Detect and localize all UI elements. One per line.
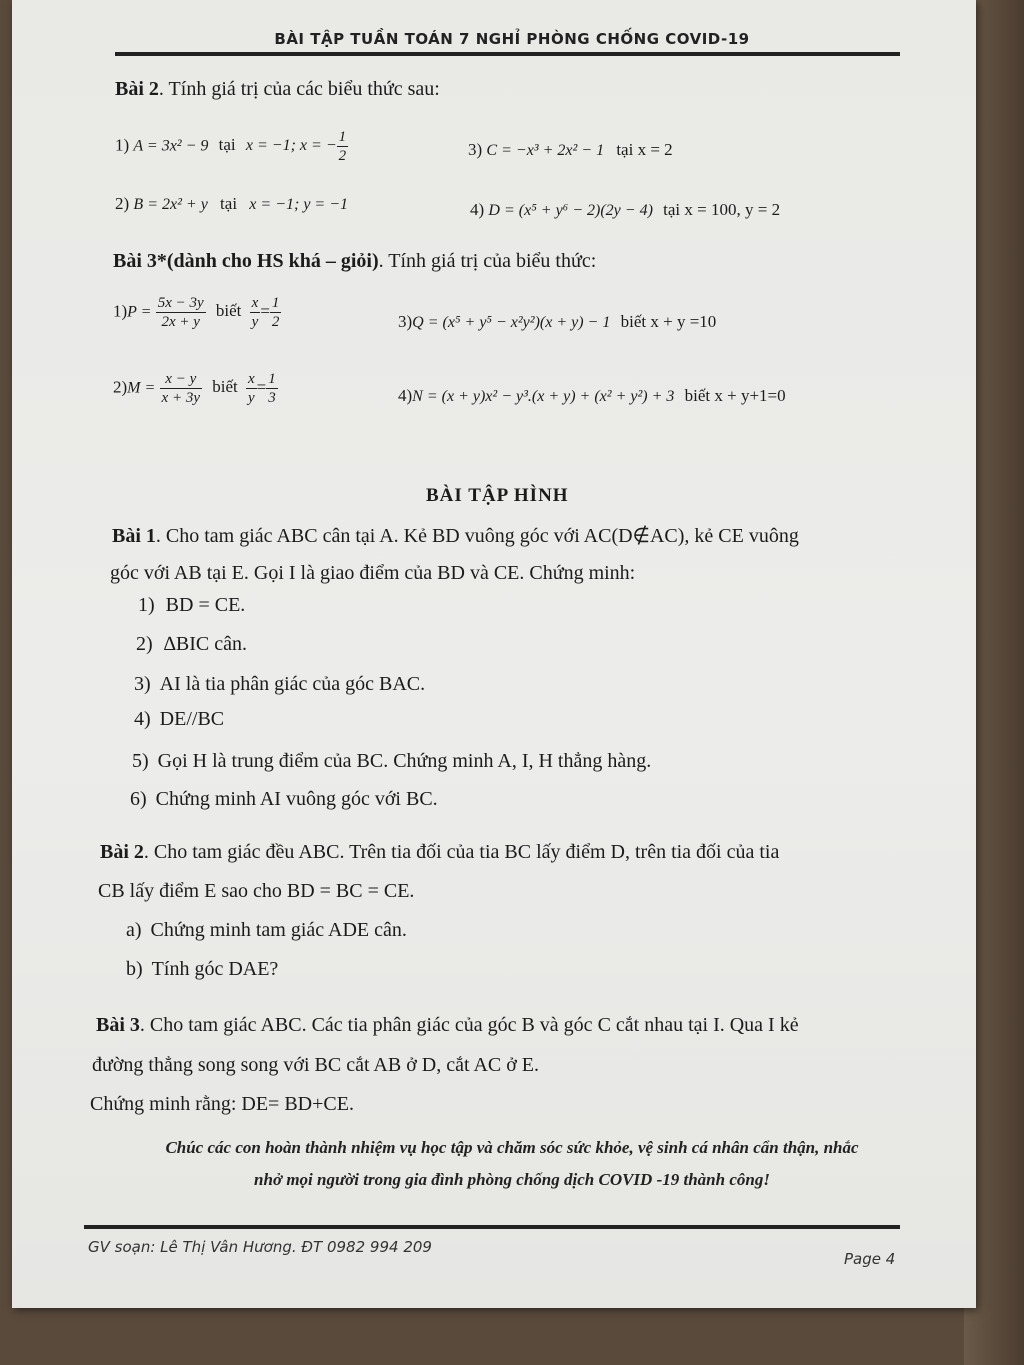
bai3-item-3: 3)Q = (x⁵ + y⁵ − x²y²)(x + y) − 1 biết x + y =10 [398,312,717,331]
bai3-title: Bài 3*(dành cho HS khá – giỏi) [113,250,379,272]
closing-line-2: nhở mọi người trong gia đình phòng chống dịch COVID -19 thành công! [254,1170,770,1189]
geo-bai2-line1: Bài 2. Cho tam giác đều ABC. Trên tia đối của tia BC lấy điểm D, trên tia đối của tia [100,841,780,863]
geometry-section-title: BÀI TẬP HÌNH [426,485,569,506]
bai3-prompt: . Tính giá trị của biểu thức: [378,250,597,272]
bai3-item-4: 4)N = (x + y)x² − y³.(x + y) + (x² + y²) + 3 biết x + y+1=0 [398,386,786,405]
geo-bai3-line2: đường thẳng song song với BC cắt AB ở D, cắt AC ở E. [92,1054,540,1076]
geo-bai1-item-1: 1) BD = CE. [138,594,246,616]
bai3-heading [113,250,596,273]
geo-bai1-item-3: 3) AI là tia phân giác của góc BAC. [134,673,426,695]
geo-bai1-line1: Bài 1. Cho tam giác ABC cân tại A. Kẻ BD vuông góc với AC(D∉AC), kẻ CE vuông [112,525,799,547]
geo-bai1-item-5: 5) Gọi H là trung điểm của BC. Chứng minh A, I, H thẳng hàng. [132,750,652,772]
footer-author: GV soạn: Lê Thị Vân Hương. ĐT 0982 994 209 [88,1238,432,1256]
header-rule [115,52,900,56]
bai2-item-1: 1) A = 3x² − 9 tại x = −1; x = − $\frac{1}{2}$ [115,129,347,164]
fraction: $\frac{1}{2}$ [338,129,347,164]
bai2-item-4: 4) D = (x⁵ + y⁶ − 2)(2y − 4) tại x = 100, y = 2 [470,200,781,219]
geo-bai3-line3: Chứng minh rằng: DE= BD+CE. [90,1093,354,1115]
geo-bai1-item-4: 4) DE//BC [134,708,225,730]
geo-bai2-line2: CB lấy điểm E sao cho BD = BC = CE. [98,880,415,902]
header-title: BÀI TẬP TUẦN TOÁN 7 NGHỈ PHÒNG CHỐNG COVID-19 [274,30,750,48]
bai2-item-3: 3) C = −x³ + 2x² − 1 tại x = 2 [468,140,673,159]
closing-line-1: Chúc các con hoàn thành nhiệm vụ học tập và chăm sóc sức khỏe, vệ sinh cá nhân cẩn thận, nhắc [165,1138,859,1157]
footer-rule [84,1225,900,1229]
geo-bai1-line2: góc với AB tại E. Gọi I là giao điểm của BD và CE. Chứng minh: [110,562,636,584]
geo-bai1-item-2: 2) ∆BIC cân. [136,633,248,655]
bai2-heading [115,78,440,101]
footer-page-number: Page 4 [844,1250,896,1268]
geo-bai1-item-6: 6) Chứng minh AI vuông góc với BC. [130,788,438,810]
bai2-item-2: 2) B = 2x² + y tại x = −1; y = −1 [115,194,349,213]
geo-bai3-line1: Bài 3. Cho tam giác ABC. Các tia phân giác của góc B và góc C cắt nhau tại I. Qua I kẻ [96,1014,799,1036]
geo-bai2-item-b: b) Tính góc DAE? [126,958,279,980]
bai3-item-1: 1)P = $\frac{5x - 3y}{2x + y}$ biết $\frac{x}{y}$ = $\frac{1}{2}$ [113,295,280,330]
bai2-title: Bài 2 [115,78,159,100]
bai2-prompt: . Tính giá trị của các biểu thức sau: [158,78,440,100]
bai3-item-2: 2)M = $\frac{x - y}{x + 3y}$ biết $\frac{x}{y}$ = $\frac{1}{3}$ [113,371,276,406]
geo-bai2-item-a: a) Chứng minh tam giác ADE cân. [126,919,407,941]
